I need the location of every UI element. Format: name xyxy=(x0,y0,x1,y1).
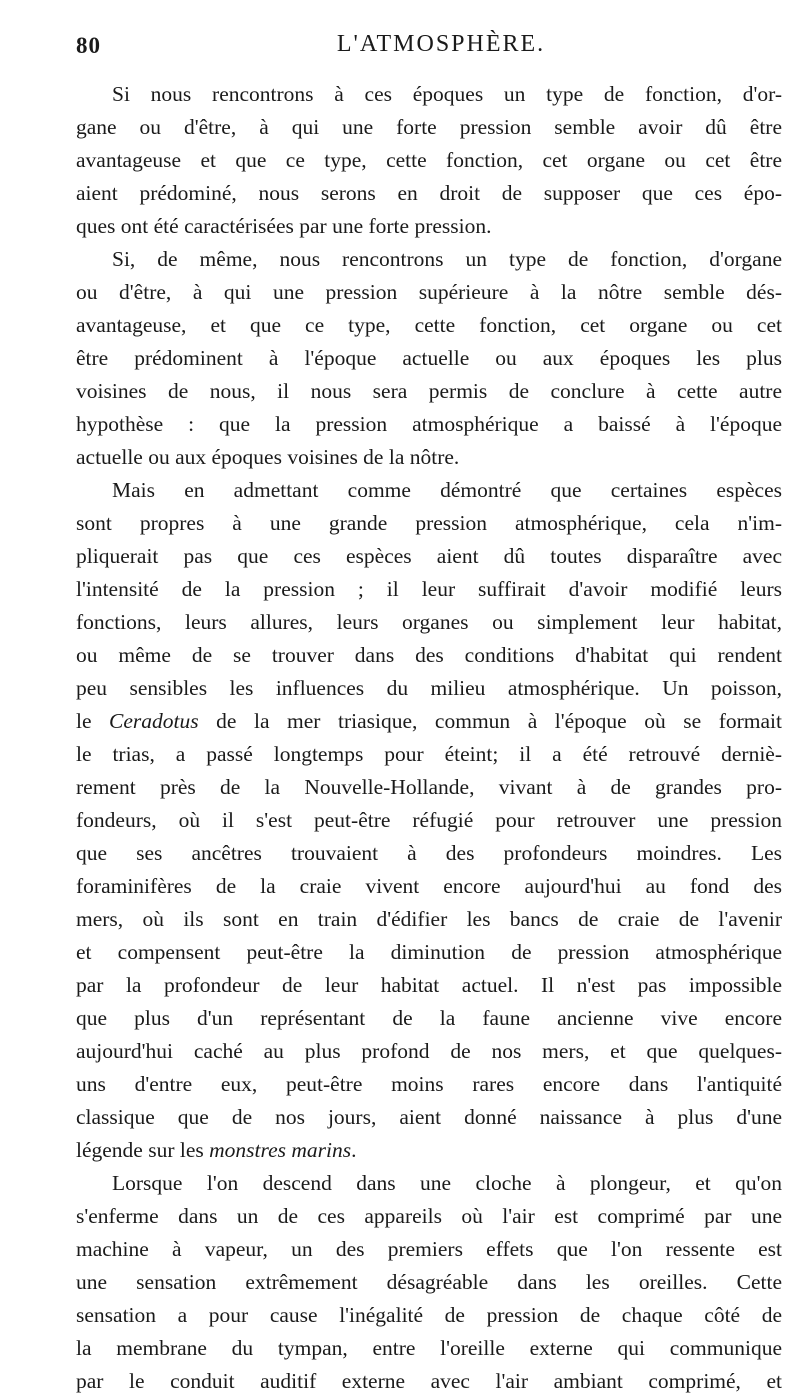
text-line: classique que de nos jours, aient donné naissance à plus d'une xyxy=(76,1105,782,1129)
text-line: ou d'être, à qui une pression supérieure à la nôtre semble dés- xyxy=(76,280,782,304)
text-line: aient prédominé, nous serons en droit de supposer que ces épo- xyxy=(76,181,782,205)
text-line: le Ceradotus de la mer triasique, commun à l'époque où se formait xyxy=(76,709,782,733)
text-line: Mais en admettant comme démontré que certaines espèces xyxy=(112,478,782,502)
text-line: que plus d'un représentant de la faune ancienne vive encore xyxy=(76,1006,782,1030)
text-line: uns d'entre eux, peut-être moins rares encore dans l'antiquité xyxy=(76,1072,782,1096)
book-page xyxy=(76,0,782,1393)
text-line: être prédominent à l'époque actuelle ou aux époques les plus xyxy=(76,346,782,370)
text-line: par le conduit auditif externe avec l'air ambiant comprimé, et xyxy=(76,1369,782,1393)
text-line: fonctions, leurs allures, leurs organes ou simplement leur habitat, xyxy=(76,610,782,634)
body-text xyxy=(76,78,782,1398)
text-line: légende sur les monstres marins. xyxy=(76,1138,357,1162)
text-line: et compensent peut-être la diminution de pression atmosphérique xyxy=(76,940,782,964)
text-line: machine à vapeur, un des premiers effets que l'on ressente est xyxy=(76,1237,782,1261)
text-line: le trias, a passé longtemps pour éteint; il a été retrouvé derniè- xyxy=(76,742,782,766)
text-line: fondeurs, où il s'est peut-être réfugié pour retrouver une pression xyxy=(76,808,782,832)
text-line: foraminifères de la craie vivent encore aujourd'hui au fond des xyxy=(76,874,782,898)
emphasis-text: monstres marins xyxy=(209,1138,352,1162)
text-line: sensation a pour cause l'inégalité de pression de chaque côté de xyxy=(76,1303,782,1327)
text-line: que ses ancêtres trouvaient à des profondeurs moindres. Les xyxy=(76,841,782,865)
text-line: par la profondeur de leur habitat actuel. Il n'est pas impossible xyxy=(76,973,782,997)
text-line: avantageuse et que ce type, cette fonction, cet organe ou cet être xyxy=(76,148,782,172)
text-line: peu sensibles les influences du milieu atmosphérique. Un poisson, xyxy=(76,676,782,700)
text-line: mers, où ils sont en train d'édifier les bancs de craie de l'avenir xyxy=(76,907,782,931)
text-line: une sensation extrêmement désagréable dans les oreilles. Cette xyxy=(76,1270,782,1294)
running-title: L'ATMOSPHÈRE. xyxy=(336,31,546,57)
text-line: sont propres à une grande pression atmosphérique, cela n'im- xyxy=(76,511,782,535)
page-number: 80 xyxy=(76,33,101,58)
species-name: Ceradotus xyxy=(109,709,199,733)
text-line: Lorsque l'on descend dans une cloche à plongeur, et qu'on xyxy=(112,1171,782,1195)
text-line: voisines de nous, il nous sera permis de conclure à cette autre xyxy=(76,379,782,403)
text-line: Si, de même, nous rencontrons un type de fonction, d'organe xyxy=(112,247,782,271)
text-line: aujourd'hui caché au plus profond de nos mers, et que quelques- xyxy=(76,1039,782,1063)
text-line: ques ont été caractérisées par une forte pression. xyxy=(76,214,492,238)
text-line: Si nous rencontrons à ces époques un type de fonction, d'or- xyxy=(112,82,782,106)
text-line: l'intensité de la pression ; il leur suffirait d'avoir modifié leurs xyxy=(76,577,782,601)
text-line: s'enferme dans un de ces appareils où l'air est comprimé par une xyxy=(76,1204,782,1228)
text-line: hypothèse : que la pression atmosphérique a baissé à l'époque xyxy=(76,412,782,436)
text-line: gane ou d'être, à qui une forte pression semble avoir dû être xyxy=(76,115,782,139)
text-line: pliquerait pas que ces espèces aient dû toutes disparaître avec xyxy=(76,544,782,568)
text-line: avantageuse, et que ce type, cette fonction, cet organe ou cet xyxy=(76,313,782,337)
text-line: rement près de la Nouvelle-Hollande, vivant à de grandes pro- xyxy=(76,775,782,799)
text-line: actuelle ou aux époques voisines de la nôtre. xyxy=(76,445,460,469)
text-line: la membrane du tympan, entre l'oreille externe qui communique xyxy=(76,1336,782,1360)
text-line: ou même de se trouver dans des conditions d'habitat qui rendent xyxy=(76,643,782,667)
running-head xyxy=(76,0,782,72)
